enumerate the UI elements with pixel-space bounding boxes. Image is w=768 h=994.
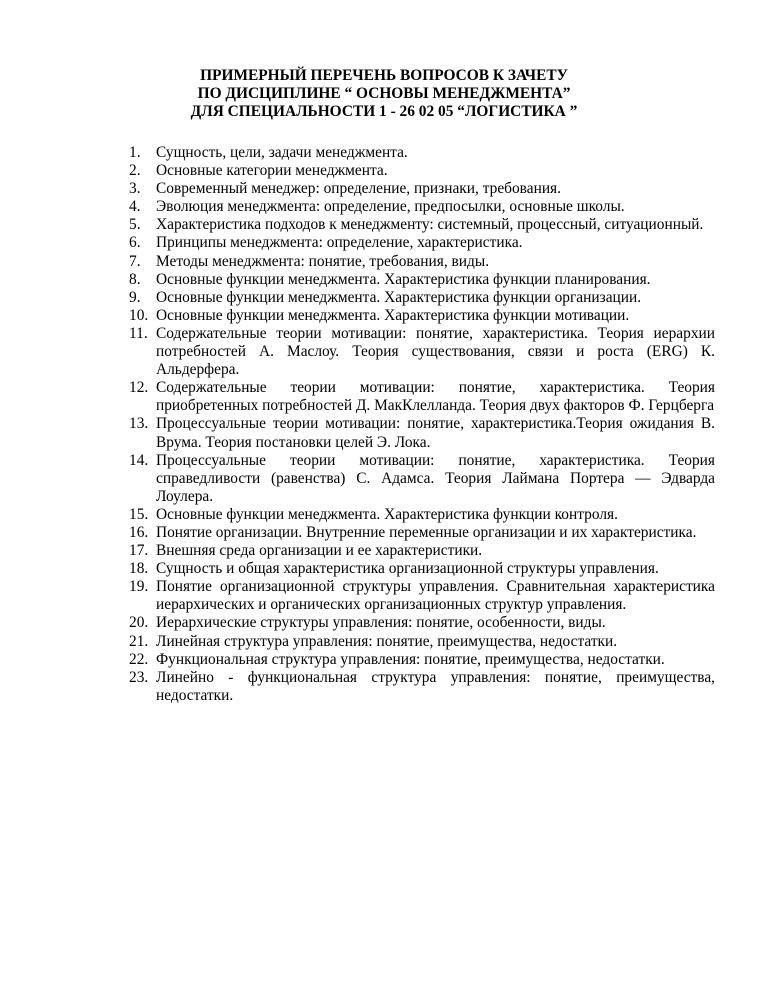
question-item — [129, 144, 715, 162]
question-number: 1. — [129, 144, 141, 161]
question-item — [129, 651, 715, 669]
question-item — [129, 524, 715, 542]
question-item — [129, 271, 715, 289]
question-item — [129, 253, 715, 271]
question-text: Понятие организационной структуры управления. Сравнительная характеристика иерархических и органических организационных структур управления. — [156, 578, 715, 614]
question-text: Содержательные теории мотивации: понятие, характеристика. Теория иерархии потребностей А. Маслоу. Теория существования, связи и роста (ERG) К. Альдерфера. — [156, 324, 715, 379]
question-item — [129, 216, 715, 234]
question-number: 15. — [129, 505, 149, 523]
question-number: 12. — [129, 379, 149, 397]
question-number: 4. — [129, 198, 141, 216]
question-number: 5. — [129, 216, 141, 234]
question-item — [129, 578, 715, 614]
question-item — [129, 198, 715, 216]
question-item — [129, 452, 715, 506]
question-text: Основные функции менеджмента. Характеристика функции контроля. — [156, 505, 618, 523]
question-number: 14. — [129, 451, 149, 469]
question-list — [129, 144, 715, 705]
question-item — [129, 415, 715, 451]
question-text: Современный менеджер: определение, признаки, требования. — [156, 180, 561, 198]
question-item — [129, 234, 715, 252]
question-number: 22. — [129, 650, 149, 668]
question-number: 17. — [129, 542, 149, 560]
document-title — [0, 67, 768, 121]
question-item — [129, 614, 715, 632]
question-number: 10. — [129, 306, 149, 324]
question-text: Сущность и общая характеристика организационной структуры управления. — [156, 560, 659, 578]
title-line-3: ДЛЯ СПЕЦИАЛЬНОСТИ 1 - 26 02 05 “ЛОГИСТИКА ” — [190, 103, 578, 120]
question-item — [129, 379, 715, 415]
question-number: 3. — [129, 180, 141, 198]
question-item — [129, 289, 715, 307]
question-number: 7. — [129, 252, 141, 270]
question-number: 18. — [129, 560, 149, 578]
question-text: Основные функции менеджмента. Характеристика функции планирования. — [156, 270, 651, 288]
question-number: 2. — [129, 162, 141, 180]
question-text: Содержательные теории мотивации: понятие, характеристика. Теория приобретенных потребностей Д. МакКлелланда. Теория двух факторов Ф. Герцберга — [156, 379, 715, 415]
title-line-2: ПО ДИСЦИПЛИНЕ “ ОСНОВЫ МЕНЕДЖМЕНТА” — [197, 85, 571, 102]
question-number: 11. — [129, 324, 148, 342]
question-number: 23. — [129, 668, 149, 686]
question-number: 21. — [129, 632, 149, 650]
question-text: Функциональная структура управления: понятие, преимущества, недостатки. — [156, 650, 665, 668]
question-text: Сущность, цели, задачи менеджмента. — [156, 144, 408, 161]
question-number: 9. — [129, 288, 141, 306]
question-text: Линейная структура управления: понятие, преимущества, недостатки. — [156, 632, 618, 650]
question-text: Основные функции менеджмента. Характеристика функции мотивации. — [156, 306, 630, 324]
question-number: 19. — [129, 578, 149, 596]
question-number: 20. — [129, 614, 149, 632]
question-text: Основные категории менеджмента. — [156, 162, 388, 180]
question-item — [129, 180, 715, 198]
question-item — [129, 560, 715, 578]
question-number: 16. — [129, 523, 149, 541]
question-text: Процессуальные теории мотивации: понятие, характеристика. Теория справедливости (равенства) С. Адамса. Теория Лаймана Портера — Эдварда Лоулера. — [156, 451, 715, 505]
question-item — [129, 633, 715, 651]
question-number: 6. — [129, 234, 141, 252]
question-text: Процессуальные теории мотивации: понятие, характеристика.Теория ожидания В. Врума. Теория постановки целей Э. Лока. — [156, 415, 715, 451]
question-text: Понятие организации. Внутренние переменные организации и их характеристика. — [156, 523, 697, 541]
question-item — [129, 506, 715, 524]
question-item — [129, 669, 715, 705]
title-line-1: ПРИМЕРНЫЙ ПЕРЕЧЕНЬ ВОПРОСОВ К ЗАЧЕТУ — [200, 67, 568, 84]
question-text: Иерархические структуры управления: понятие, особенности, виды. — [156, 614, 606, 632]
question-text: Внешняя среда организации и ее характеристики. — [156, 542, 483, 560]
question-text: Эволюция менеджмента: определение, предпосылки, основные школы. — [156, 198, 625, 216]
question-item — [129, 542, 715, 560]
question-text: Основные функции менеджмента. Характеристика функции организации. — [156, 288, 642, 306]
question-text: Принципы менеджмента: определение, характеристика. — [156, 234, 523, 252]
question-item — [129, 325, 715, 379]
question-text: Методы менеджмента: понятие, требования, виды. — [156, 252, 490, 270]
question-number: 8. — [129, 270, 141, 288]
question-text: Линейно - функциональная структура управления: понятие, преимущества, недостатки. — [156, 668, 715, 704]
question-number: 13. — [129, 415, 149, 433]
question-item — [129, 162, 715, 180]
question-item — [129, 307, 715, 325]
question-text: Характеристика подходов к менеджменту: системный, процессный, ситуационный. — [156, 216, 704, 234]
